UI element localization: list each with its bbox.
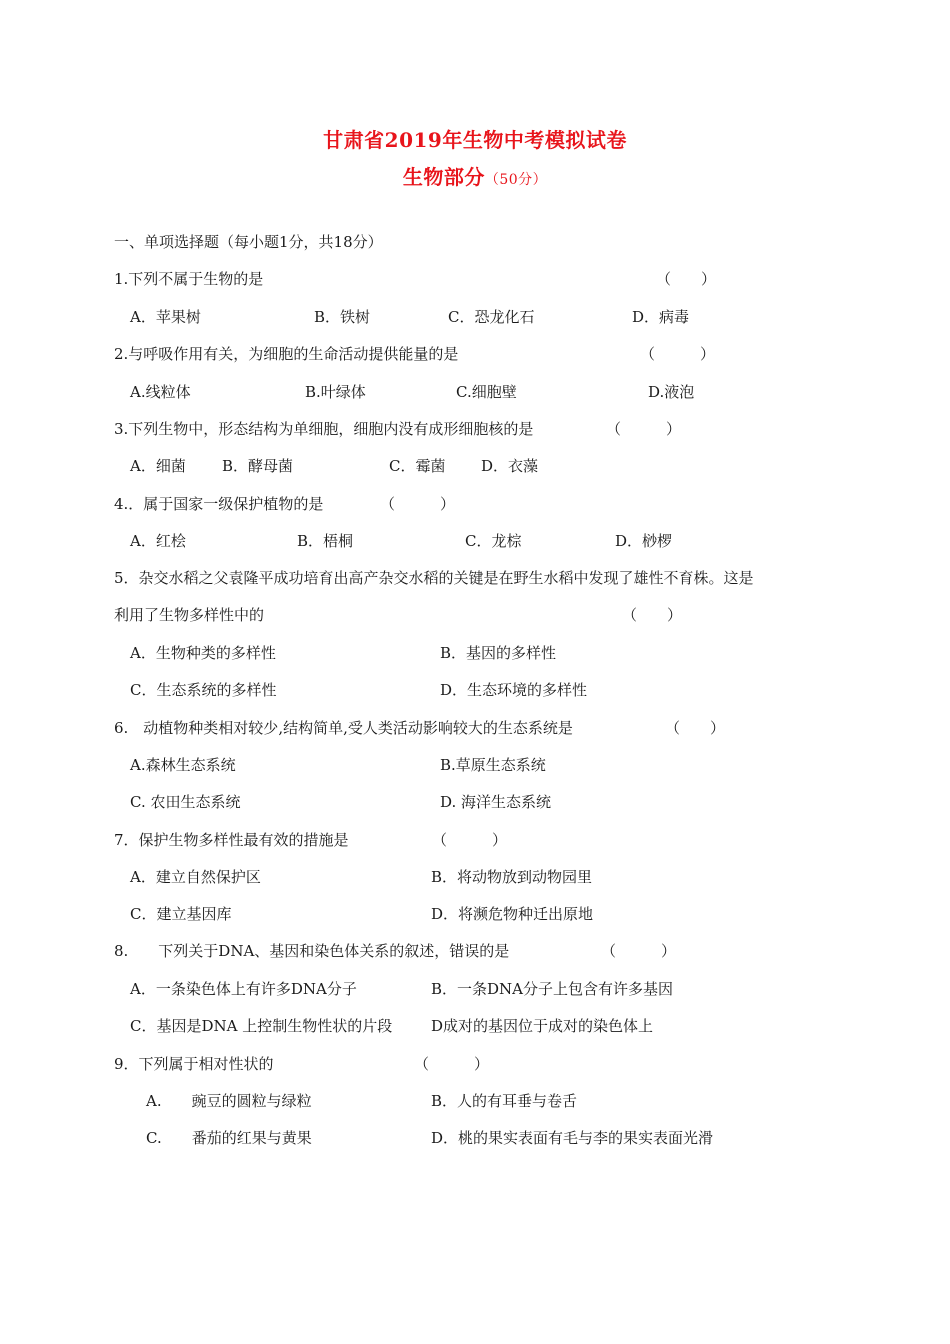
question-9-option-b: B．人的有耳垂与卷舌 [431, 1092, 578, 1110]
question-9-option-c: C. 番茄的红果与黄果 [146, 1129, 312, 1147]
question-6-answer-blank: （ ） [665, 719, 726, 737]
question-4-option-d: D．桫椤 [615, 532, 673, 550]
question-9-answer-blank: （ ） [414, 1055, 490, 1073]
question-5-option-d: D．生态环境的多样性 [440, 681, 588, 699]
question-6-option-b: B.草原生态系统 [440, 756, 546, 774]
question-5-option-b: B．基因的多样性 [440, 644, 557, 662]
question-2-option-c: C.细胞壁 [456, 383, 517, 401]
question-1-answer-blank: （ ） [656, 270, 717, 288]
question-4-option-c: C．龙棕 [465, 532, 522, 550]
subtitle-main: 生物部分 [402, 165, 485, 189]
question-1-option-b: B．铁树 [314, 308, 371, 326]
question-5-stem-cont: 利用了生物多样性中的 [114, 606, 265, 624]
question-6-option-a: A.森林生态系统 [130, 756, 236, 774]
question-3-answer-blank: （ ） [606, 420, 682, 438]
question-6-option-d: D. 海洋生态系统 [440, 793, 552, 811]
question-2-option-b: B.叶绿体 [305, 383, 366, 401]
question-3-option-d: D．衣藻 [481, 457, 539, 475]
question-3-option-c: C．霉菌 [389, 457, 446, 475]
question-8-option-b: B．一条DNA分子上包含有许多基因 [431, 980, 674, 998]
question-4-option-b: B．梧桐 [297, 532, 354, 550]
question-1-option-c: C．恐龙化石 [448, 308, 535, 326]
question-9-option-a: A. 豌豆的圆粒与绿粒 [146, 1092, 312, 1110]
question-7-answer-blank: （ ） [432, 831, 508, 849]
question-8-option-d: D成对的基因位于成对的染色体上 [431, 1017, 654, 1035]
question-5-answer-blank: （ ） [622, 606, 683, 624]
question-5-option-c: C．生态系统的多样性 [130, 681, 277, 699]
question-4-option-a: A．红桧 [130, 532, 186, 550]
question-6-stem: 6. 动植物种类相对较少,结构简单,受人类活动影响较大的生态系统是 [114, 719, 573, 737]
question-7-option-a: A．建立自然保护区 [130, 868, 261, 886]
question-8-option-c: C．基因是DNA 上控制生物性状的片段 [130, 1017, 393, 1035]
question-7-option-b: B．将动物放到动物园里 [431, 868, 593, 886]
section-heading: 一、单项选择题（每小题1分，共18分） [114, 233, 383, 251]
question-8-answer-blank: （ ） [601, 942, 677, 960]
question-8-stem: 8. 下列关于DNA、基因和染色体关系的叙述，错误的是 [114, 942, 510, 960]
question-4-answer-blank: （ ） [380, 495, 456, 513]
question-2-stem: 2.与呼吸作用有关，为细胞的生命活动提供能量的是 [114, 345, 459, 363]
question-2-option-a: A.线粒体 [130, 383, 191, 401]
exam-title: 甘肃省2019年生物中考模拟试卷 [323, 128, 627, 152]
question-5-stem: 5．杂交水稻之父袁隆平成功培育出高产杂交水稻的关键是在野生水稻中发现了雄性不育株。这是 [114, 569, 754, 587]
question-1-option-a: A．苹果树 [130, 308, 201, 326]
exam-subtitle [0, 161, 950, 190]
question-7-stem: 7．保护生物多样性最有效的措施是 [114, 831, 349, 849]
question-7-option-c: C．建立基因库 [130, 905, 232, 923]
question-8-option-a: A．一条染色体上有许多DNA分子 [130, 980, 357, 998]
question-3-stem: 3.下列生物中，形态结构为单细胞，细胞内没有成形细胞核的是 [114, 420, 534, 438]
question-4-stem: 4.．属于国家一级保护植物的是 [114, 495, 324, 513]
question-1-option-d: D．病毒 [632, 308, 690, 326]
question-6-option-c: C. 农田生态系统 [130, 793, 241, 811]
question-3-option-b: B．酵母菌 [222, 457, 294, 475]
question-5-option-a: A．生物种类的多样性 [130, 644, 276, 662]
question-9-stem: 9．下列属于相对性状的 [114, 1055, 274, 1073]
question-1-stem: 1.下列不属于生物的是 [114, 270, 264, 288]
question-2-answer-blank: （ ） [640, 345, 716, 363]
question-9-option-d: D．桃的果实表面有毛与李的果实表面光滑 [431, 1129, 714, 1147]
subtitle-score: （50分） [484, 172, 548, 188]
question-2-option-d: D.液泡 [648, 383, 695, 401]
question-3-option-a: A．细菌 [130, 457, 186, 475]
question-7-option-d: D．将濒危物种迁出原地 [431, 905, 594, 923]
